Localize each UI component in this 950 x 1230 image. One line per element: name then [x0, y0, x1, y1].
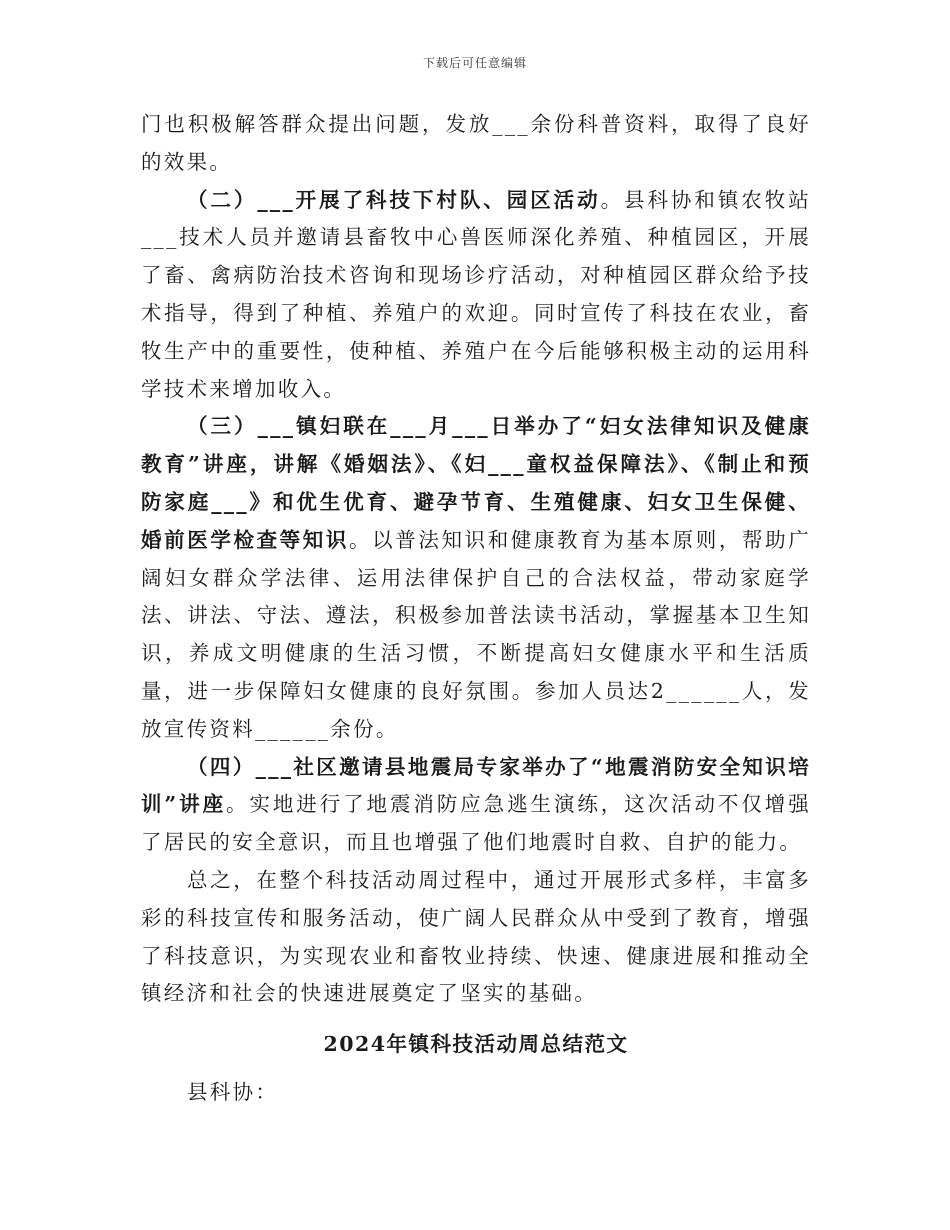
page-header: 下载后可任意编辑 — [422, 56, 527, 70]
salutation: 县科协： — [187, 1080, 279, 1105]
section-2-body: 。县科协和镇农牧站___技术人员并邀请县畜牧中心兽医师深化养殖、种植园区，开展了畜、禽病防治技术咨询和现场诊疗活动，对种植园区群众给予技术指导，得到了种植、养殖户的欢迎。同时宣传了科技在农业，畜牧生产中的重要性，使种植、养殖户在今后能够积极主动的运用科学技术来增加收入。 — [141, 187, 811, 401]
document-title: 2024年镇科技活动周总结范文 — [323, 1032, 629, 1057]
section-3-body: 。以普法知识和健康教育为基本原则，帮助广阔妇女群众学法律、运用法律保护自己的合法权益，带动家庭学法、讲法、守法、遵法，积极参加普法读书活动，掌握基本卫生知识，养成文明健康的生活习惯，不断提高妇女健康水平和生活质量，进一步保障妇女健康的良好氛围。参加人员达2______人，发放宣传资料______余份。 — [141, 527, 811, 741]
section-3-heading: （三）___镇妇联在___月___日举办了“妇女法律知识及健康教育”讲座，讲解《婚姻法》、《妇___童权益保障法》、《制止和预防家庭___》和优生优育、避孕节育、生殖健康、妇女卫生保健、婚前医学检查等知识 — [141, 414, 811, 552]
section-4-body: 。实地进行了地震消防应急逃生演练，这次活动不仅增强了居民的安全意识，而且也增强了他们地震时自救、自护的能力。 — [141, 792, 811, 855]
document-body — [141, 106, 811, 1111]
paragraph-section-3 — [141, 408, 811, 748]
section-2-heading: （二）___开展了科技下村队、园区活动 — [187, 187, 601, 212]
paragraph-section-2 — [141, 182, 811, 409]
paragraph-section-4 — [141, 749, 811, 862]
paragraph-continuation: 门也积极解答群众提出问题，发放___余份科普资料，取得了良好的效果。 — [141, 112, 811, 174]
paragraph-summary: 总之，在整个科技活动周过程中，通过开展形式多样，丰富多彩的科技宣传和服务活动，使广阔人民群众从中受到了教育，增强了科技意识，为实现农业和畜牧业持续、快速、健康进展和推动全镇经济和社会的快速进展奠定了坚实的基础。 — [141, 867, 811, 1006]
section-4-heading: （四）___社区邀请县地震局专家举办了“地震消防安全知识培训”讲座 — [141, 754, 811, 817]
